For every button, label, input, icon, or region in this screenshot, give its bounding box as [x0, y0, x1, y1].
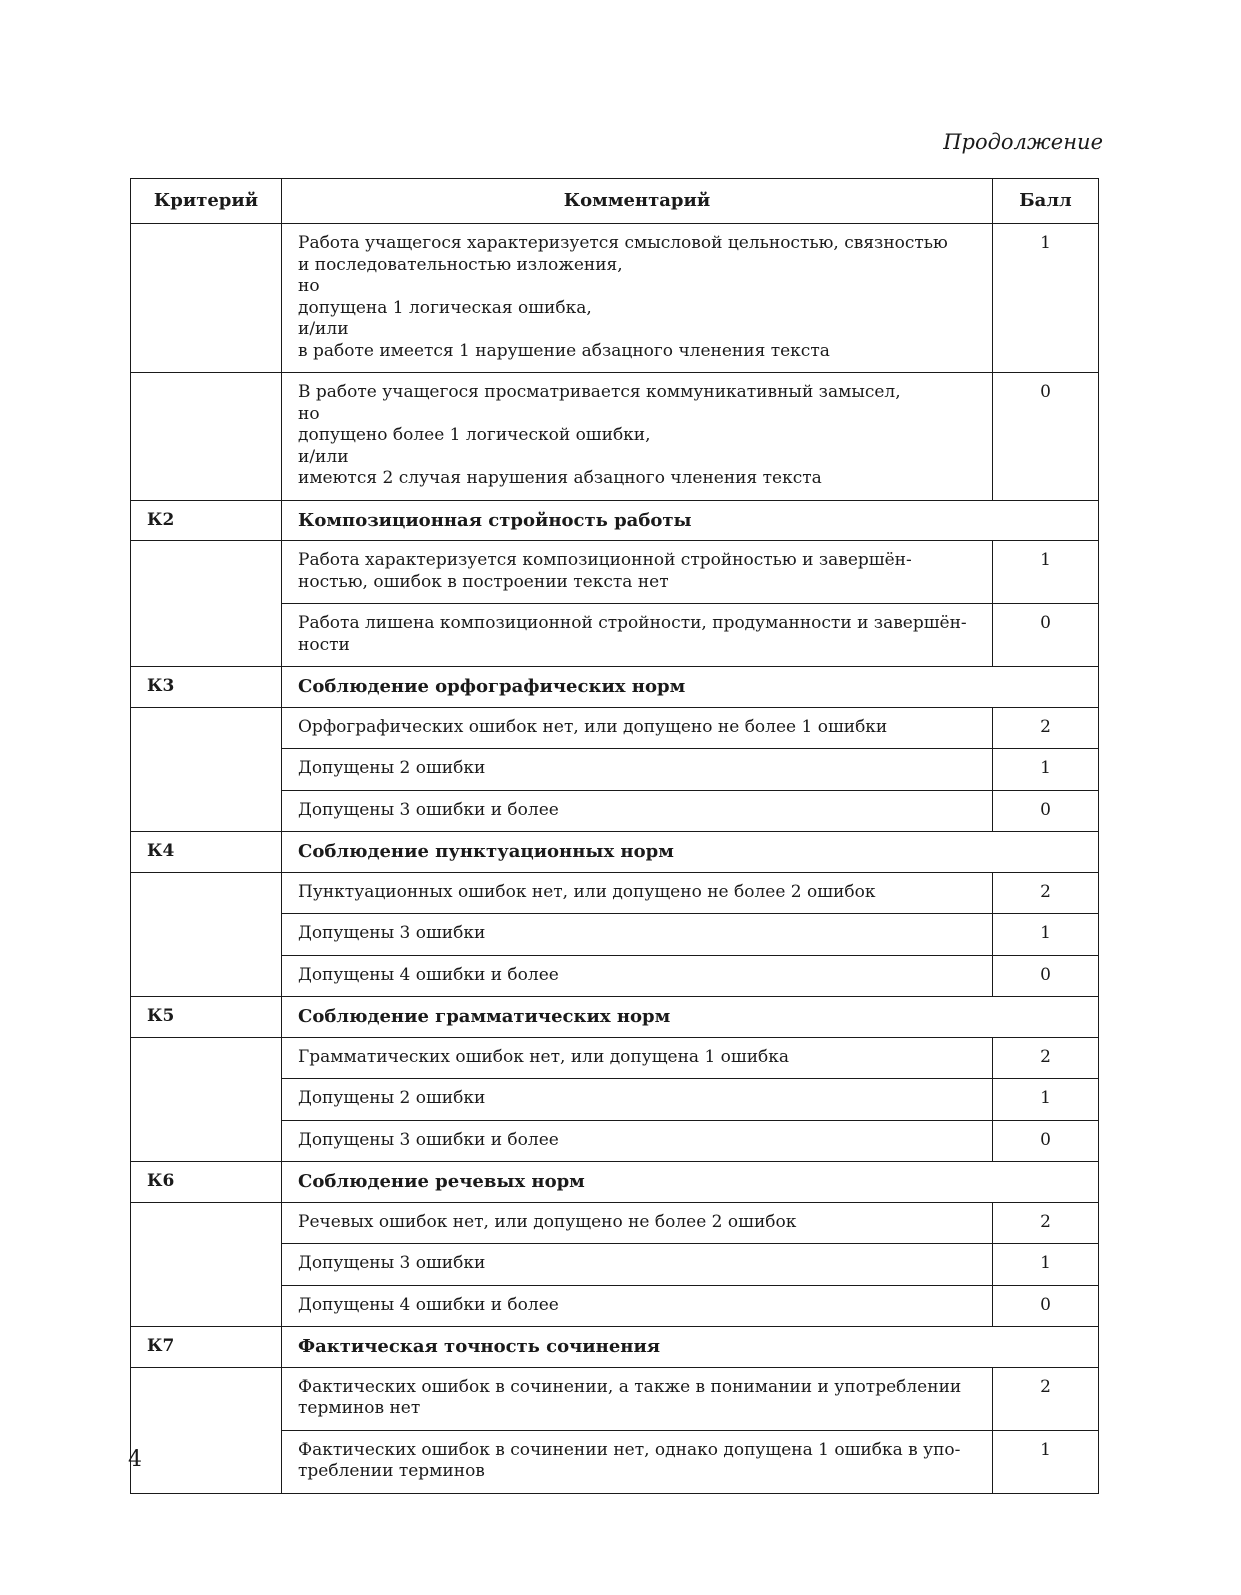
comment-cell: [282, 955, 993, 997]
criterion-code: К5: [131, 997, 282, 1038]
score-cell: 2: [993, 1202, 1099, 1244]
section-row: [131, 667, 1099, 708]
criteria-table: [130, 178, 1099, 1494]
score-cell: 1: [993, 1430, 1099, 1493]
score-cell: 0: [993, 1285, 1099, 1327]
comment-line: Работа учащегося характеризуется смысловой цельностью, связностью: [298, 233, 948, 253]
comment-line: и/или: [298, 319, 349, 339]
criterion-code: К3: [131, 667, 282, 708]
header-score: Балл: [993, 179, 1099, 224]
criterion-title: Соблюдение грамматических норм: [282, 997, 1099, 1038]
criterion-empty-cell: [131, 541, 282, 667]
score-cell: 1: [993, 224, 1099, 373]
comment-line: ностью, ошибок в построении текста нет: [298, 571, 669, 592]
score-cell: 0: [993, 604, 1099, 667]
section-row: [131, 997, 1099, 1038]
criterion-title: Композиционная стройность работы: [282, 500, 1099, 541]
comment-line: Допущены 4 ошибки и более: [298, 1294, 559, 1315]
comment-line: треблении терминов: [298, 1461, 485, 1481]
criterion-title: Фактическая точность сочинения: [282, 1327, 1099, 1368]
comment-line: Пунктуационных ошибок нет, или допущено не более 2 ошибок: [298, 881, 876, 902]
comment-line: Допущены 2 ошибки: [298, 758, 486, 778]
comment-line: допущена 1 логическая ошибка,: [298, 297, 592, 318]
section-row: [131, 1327, 1099, 1368]
table-header-row: [131, 179, 1099, 224]
table-row: [131, 707, 1099, 749]
section-row: [131, 832, 1099, 873]
comment-cell: [282, 541, 993, 604]
comment-line: ности: [298, 634, 350, 655]
comment-line: Допущены 3 ошибки и более: [298, 799, 559, 820]
comment-line: терминов нет: [298, 1398, 421, 1418]
criterion-empty-cell: [131, 872, 282, 997]
comment-cell: [282, 604, 993, 667]
comment-line: Работа характеризуется композиционной стройностью и завершён-: [298, 550, 912, 570]
comment-line: Допущены 3 ошибки: [298, 1253, 486, 1273]
header-comment: Комментарий: [282, 179, 993, 224]
comment-cell: [282, 1120, 993, 1162]
criterion-empty-cell: [131, 707, 282, 832]
score-cell: 2: [993, 1367, 1099, 1430]
comment-line: Допущены 2 ошибки: [298, 1088, 486, 1108]
comment-cell: [282, 224, 993, 373]
comment-line: в работе имеется 1 нарушение абзацного членения текста: [298, 340, 830, 361]
comment-cell: [282, 707, 993, 749]
comment-line: имеются 2 случая нарушения абзацного членения текста: [298, 468, 822, 488]
comment-cell: [282, 1367, 993, 1430]
criterion-title: Соблюдение речевых норм: [282, 1162, 1099, 1203]
continuation-label: Продолжение: [943, 130, 1103, 154]
header-criterion: Критерий: [131, 179, 282, 224]
comment-cell: [282, 1202, 993, 1244]
score-cell: 1: [993, 1244, 1099, 1286]
score-cell: 1: [993, 914, 1099, 956]
criterion-empty-cell: [131, 1367, 282, 1493]
comment-line: допущено более 1 логической ошибки,: [298, 425, 651, 445]
comment-line: но: [298, 276, 320, 296]
comment-line: В работе учащегося просматривается коммуникативный замысел,: [298, 382, 901, 402]
score-cell: 1: [993, 1079, 1099, 1121]
criterion-title: Соблюдение орфографических норм: [282, 667, 1099, 708]
comment-cell: [282, 790, 993, 832]
score-cell: 0: [993, 373, 1099, 501]
comment-line: Фактических ошибок в сочинении нет, однако допущена 1 ошибка в упо-: [298, 1439, 961, 1460]
comment-line: но: [298, 403, 320, 424]
criterion-code: К6: [131, 1162, 282, 1203]
comment-cell: [282, 914, 993, 956]
criterion-title: Соблюдение пунктуационных норм: [282, 832, 1099, 873]
criterion-empty-cell: [131, 1037, 282, 1162]
table-row: [131, 224, 1099, 373]
comment-line: Речевых ошибок нет, или допущено не более 2 ошибок: [298, 1211, 797, 1232]
score-cell: 0: [993, 790, 1099, 832]
criterion-code: К2: [131, 500, 282, 541]
comment-line: Допущены 4 ошибки и более: [298, 964, 559, 985]
table-row: [131, 1367, 1099, 1430]
criterion-code: К4: [131, 832, 282, 873]
score-cell: 2: [993, 872, 1099, 914]
comment-line: и последовательностью изложения,: [298, 254, 623, 275]
comment-cell: [282, 1079, 993, 1121]
comment-line: и/или: [298, 446, 349, 467]
comment-cell: [282, 1285, 993, 1327]
page-number: 4: [128, 1447, 142, 1472]
comment-line: Орфографических ошибок нет, или допущено не более 1 ошибки: [298, 716, 888, 737]
comment-line: Допущены 3 ошибки и более: [298, 1129, 559, 1150]
table-row: [131, 872, 1099, 914]
table-body: [131, 224, 1099, 1494]
comment-line: Допущены 3 ошибки: [298, 923, 486, 943]
comment-line: Фактических ошибок в сочинении, а также в понимании и употреблении: [298, 1376, 962, 1397]
score-cell: 1: [993, 541, 1099, 604]
comment-cell: [282, 373, 993, 501]
criterion-empty-cell: [131, 373, 282, 501]
table-row: [131, 1202, 1099, 1244]
score-cell: 1: [993, 749, 1099, 791]
table-row: [131, 1037, 1099, 1079]
criterion-empty-cell: [131, 1202, 282, 1327]
criterion-code: К7: [131, 1327, 282, 1368]
comment-cell: [282, 872, 993, 914]
section-row: [131, 1162, 1099, 1203]
table-row: [131, 541, 1099, 604]
comment-line: Работа лишена композиционной стройности, продуманности и завершён-: [298, 613, 967, 633]
criterion-empty-cell: [131, 224, 282, 373]
comment-cell: [282, 1244, 993, 1286]
comment-cell: [282, 1037, 993, 1079]
comment-line: Грамматических ошибок нет, или допущена 1 ошибка: [298, 1046, 790, 1067]
score-cell: 2: [993, 707, 1099, 749]
score-cell: 2: [993, 1037, 1099, 1079]
score-cell: 0: [993, 955, 1099, 997]
table-row: [131, 373, 1099, 501]
comment-cell: [282, 749, 993, 791]
section-row: [131, 500, 1099, 541]
score-cell: 0: [993, 1120, 1099, 1162]
comment-cell: [282, 1430, 993, 1493]
